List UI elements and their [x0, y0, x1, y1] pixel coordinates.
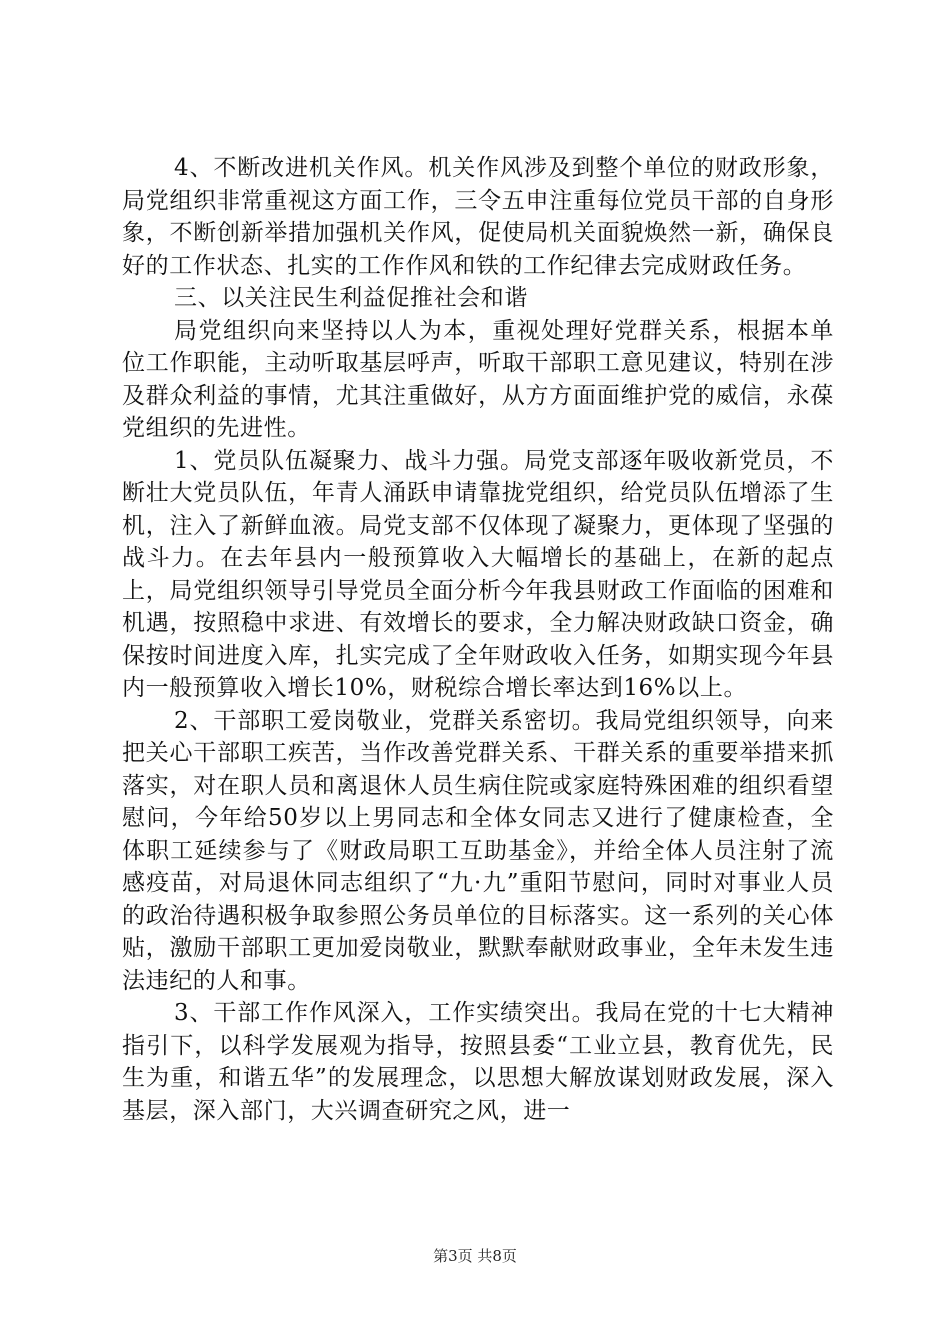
document-body [122, 152, 834, 1127]
paragraph-staff-dedication: 2、干部职工爱岗敬业，党群关系密切。我局党组织领导，向来把关心干部职工疾苦，当作改善党群关系、干群关系的重要举措来抓落实，对在职人员和离退休人员生病住院或家庭特殊困难的组织看望慰问，今年给50岁以上男同志和全体女同志又进行了健康检查，全体职工延续参与了《财政局职工互助基金》，并给全体人员注射了流感疫苗，对局退休同志组织了“九·九”重阳节慰问，同时对事业人员的政治待遇积极争取参照公务员单位的目标落实。这一系列的关心体贴，激励干部职工更加爱岗敬业，默默奉献财政事业，全年未发生违法违纪的人和事。 [122, 707, 834, 994]
page-number-footer: 第3页 共8页 [433, 1247, 517, 1265]
paragraph-improve-work-style: 4、不断改进机关作风。机关作风涉及到整个单位的财政形象，局党组织非常重视这方面工作，三令五申注重每位党员干部的自身形象，不断创新举措加强机关作风，促使局机关面貌焕然一新，确保良好的工作状态、扎实的工作作风和铁的工作纪律去完成财政任务。 [122, 155, 834, 279]
paragraph-party-cohesion: 1、党员队伍凝聚力、战斗力强。局党支部逐年吸收新党员，不断壮大党员队伍，年青人涌跃申请靠拢党组织，给党员队伍增添了生机，注入了新鲜血液。局党支部不仅体现了凝聚力，更体现了坚强的战斗力。在去年县内一般预算收入大幅增长的基础上，在新的起点上，局党组织领导引导党员全面分析今年我县财政工作面临的困难和机遇，按照稳中求进、有效增长的要求，全力解决财政缺口资金，确保按时间进度入库，扎实完成了全年财政收入任务，如期实现今年县内一般预算收入增长10%，财税综合增长率达到16%以上。 [122, 447, 834, 701]
paragraph-people-oriented: 局党组织向来坚持以人为本，重视处理好党群关系，根据本单位工作职能，主动听取基层呼声，听取干部职工意见建议，特别在涉及群众利益的事情，尤其注重做好，从方方面面维护党的威信，永葆党组织的先进性。 [122, 317, 834, 441]
section-heading-livelihood: 三、以关注民生利益促推社会和谐 [174, 285, 528, 311]
paragraph-work-style-results: 3、干部工作作风深入，工作实绩突出。我局在党的十七大精神指引下，以科学发展观为指导，按照县委“工业立县，教育优先，民生为重，和谐五华”的发展理念，以思想大解放谋划财政发展，深入基层，深入部门，大兴调查研究之风，进一 [122, 1000, 834, 1124]
